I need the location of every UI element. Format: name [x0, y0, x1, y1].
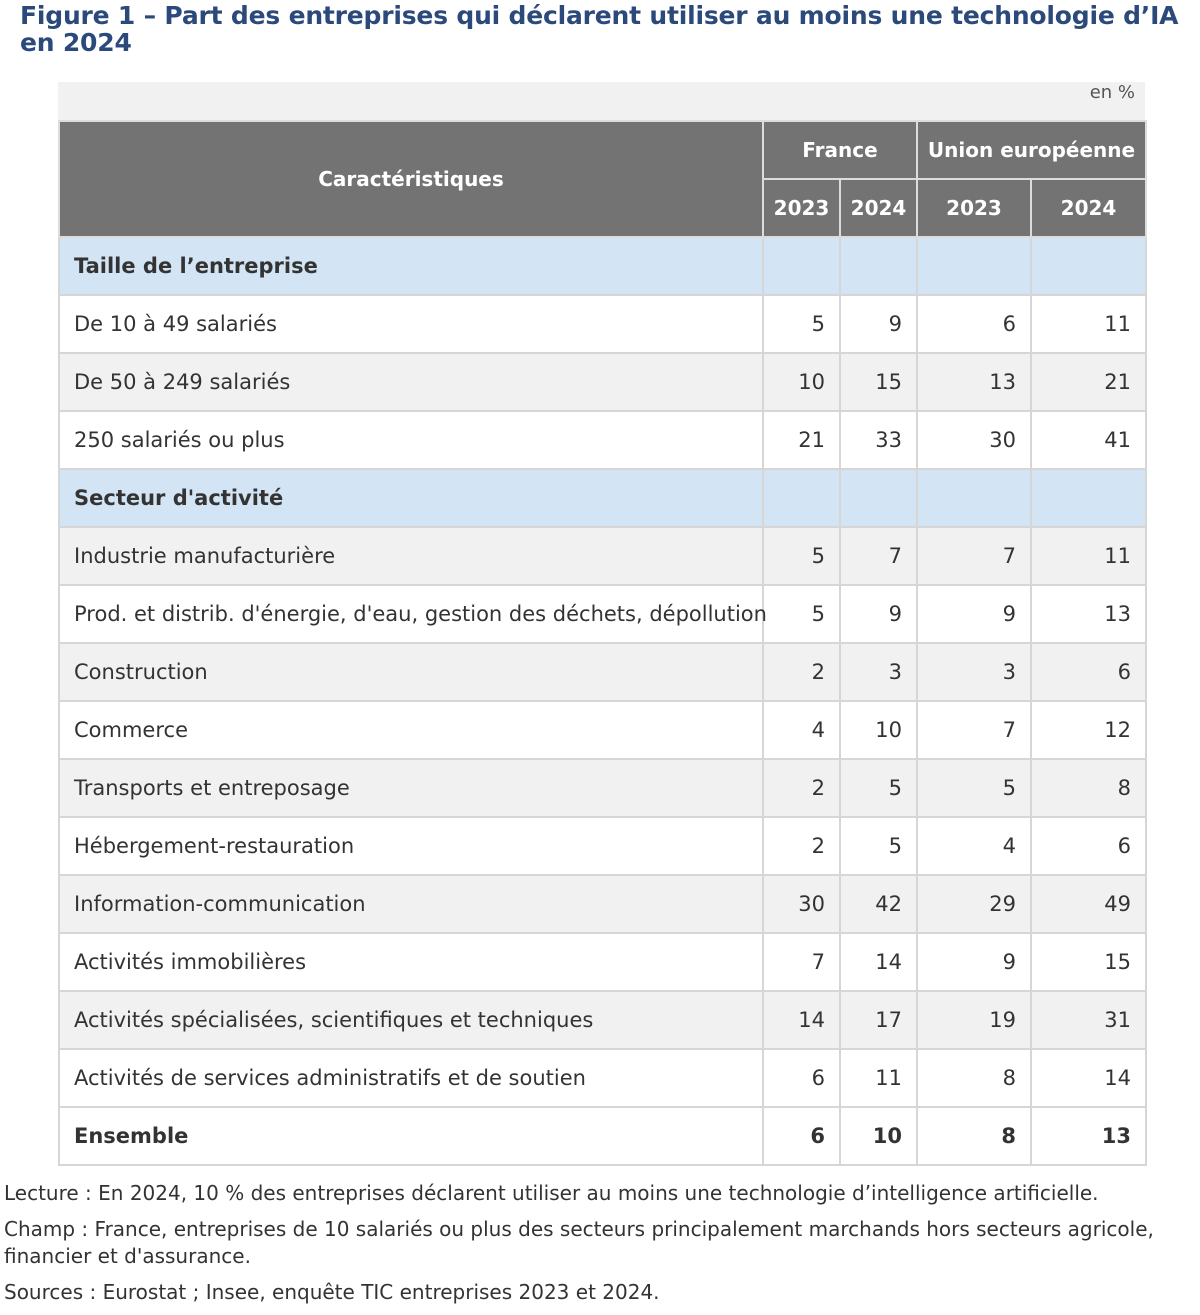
row-label: Commerce: [59, 701, 763, 759]
value-cell: 30: [763, 875, 840, 933]
data-table: [58, 120, 1147, 1166]
table-row: [59, 1049, 1146, 1107]
section-header-cell: [1031, 237, 1146, 295]
value-cell: 10: [840, 1107, 917, 1165]
value-cell: 21: [763, 411, 840, 469]
value-cell: 42: [840, 875, 917, 933]
table-row: [59, 759, 1146, 817]
value-cell: 31: [1031, 991, 1146, 1049]
value-cell: 5: [763, 527, 840, 585]
value-cell: 49: [1031, 875, 1146, 933]
value-cell: 9: [840, 295, 917, 353]
table-row: [59, 817, 1146, 875]
section-header-cell: [840, 469, 917, 527]
row-label: Hébergement-restauration: [59, 817, 763, 875]
row-label: Activités immobilières: [59, 933, 763, 991]
value-cell: 15: [1031, 933, 1146, 991]
table-row: [59, 643, 1146, 701]
value-cell: 9: [840, 585, 917, 643]
value-cell: 6: [917, 295, 1031, 353]
value-cell: 41: [1031, 411, 1146, 469]
table-row: [59, 411, 1146, 469]
value-cell: 3: [840, 643, 917, 701]
value-cell: 2: [763, 759, 840, 817]
header-year-france-2023: 2023: [763, 179, 840, 237]
value-cell: 7: [917, 527, 1031, 585]
section-header-label: Secteur d'activité: [59, 469, 763, 527]
value-cell: 3: [917, 643, 1031, 701]
value-cell: 2: [763, 817, 840, 875]
section-header-cell: [1031, 469, 1146, 527]
value-cell: 13: [1031, 585, 1146, 643]
value-cell: 2: [763, 643, 840, 701]
note-sources: Sources : Eurostat ; Insee, enquête TIC entreprises 2023 et 2024.: [4, 1280, 660, 1304]
table-row: [59, 933, 1146, 991]
value-cell: 11: [840, 1049, 917, 1107]
row-label: De 50 à 249 salariés: [59, 353, 763, 411]
header-characteristics: Caractéristiques: [59, 121, 763, 237]
row-label: Activités spécialisées, scientifiques et techniques: [59, 991, 763, 1049]
header-group-france: France: [763, 121, 917, 179]
value-cell: 10: [763, 353, 840, 411]
value-cell: 10: [840, 701, 917, 759]
value-cell: 9: [917, 585, 1031, 643]
header-year-france-2024: 2024: [840, 179, 917, 237]
value-cell: 33: [840, 411, 917, 469]
value-cell: 8: [917, 1107, 1031, 1165]
value-cell: 17: [840, 991, 917, 1049]
section-header-cell: [917, 237, 1031, 295]
section-header-row: [59, 469, 1146, 527]
value-cell: 9: [917, 933, 1031, 991]
table-row: [59, 991, 1146, 1049]
value-cell: 15: [840, 353, 917, 411]
section-header-cell: [763, 237, 840, 295]
figure-title: Figure 1 – Part des entreprises qui déclarent utiliser au moins une technologie d’IA en 2024: [20, 1, 1179, 57]
section-header-cell: [840, 237, 917, 295]
total-row: [59, 1107, 1146, 1165]
unit-bar: [58, 82, 1145, 120]
note-champ: Champ : France, entreprises de 10 salariés ou plus des secteurs principalement marchands hors secteurs agricole, financier et d'assurance.: [4, 1217, 1154, 1268]
value-cell: 8: [917, 1049, 1031, 1107]
value-cell: 12: [1031, 701, 1146, 759]
row-label: Activités de services administratifs et de soutien: [59, 1049, 763, 1107]
table-row: [59, 353, 1146, 411]
value-cell: 6: [1031, 817, 1146, 875]
value-cell: 6: [1031, 643, 1146, 701]
value-cell: 5: [763, 295, 840, 353]
notes: [4, 1180, 1196, 1315]
value-cell: 6: [763, 1107, 840, 1165]
row-label: Industrie manufacturière: [59, 527, 763, 585]
value-cell: 11: [1031, 295, 1146, 353]
table-row: [59, 527, 1146, 585]
value-cell: 5: [763, 585, 840, 643]
header-year-eu-2024: 2024: [1031, 179, 1146, 237]
value-cell: 19: [917, 991, 1031, 1049]
section-header-cell: [917, 469, 1031, 527]
header-year-eu-2023: 2023: [917, 179, 1031, 237]
row-label: Construction: [59, 643, 763, 701]
header-group-eu: Union européenne: [917, 121, 1146, 179]
value-cell: 5: [840, 759, 917, 817]
value-cell: 7: [763, 933, 840, 991]
value-cell: 5: [917, 759, 1031, 817]
value-cell: 5: [840, 817, 917, 875]
row-label: Ensemble: [59, 1107, 763, 1165]
note-lecture: Lecture : En 2024, 10 % des entreprises déclarent utiliser au moins une technologie d’intelligence artificielle.: [4, 1181, 1099, 1205]
value-cell: 21: [1031, 353, 1146, 411]
value-cell: 13: [917, 353, 1031, 411]
table-body: [59, 237, 1146, 1165]
value-cell: 6: [763, 1049, 840, 1107]
row-label: Information-communication: [59, 875, 763, 933]
section-header-row: [59, 237, 1146, 295]
value-cell: 4: [917, 817, 1031, 875]
table-row: [59, 875, 1146, 933]
value-cell: 14: [763, 991, 840, 1049]
value-cell: 7: [917, 701, 1031, 759]
unit-label: en %: [1089, 82, 1135, 103]
row-label: 250 salariés ou plus: [59, 411, 763, 469]
value-cell: 13: [1031, 1107, 1146, 1165]
value-cell: 8: [1031, 759, 1146, 817]
table-header: [59, 121, 1146, 237]
table-row: [59, 585, 1146, 643]
value-cell: 29: [917, 875, 1031, 933]
table-row: [59, 295, 1146, 353]
section-header-label: Taille de l’entreprise: [59, 237, 763, 295]
table-row: [59, 701, 1146, 759]
value-cell: 11: [1031, 527, 1146, 585]
row-label: Prod. et distrib. d'énergie, d'eau, gestion des déchets, dépollution: [59, 585, 763, 643]
value-cell: 30: [917, 411, 1031, 469]
row-label: Transports et entreposage: [59, 759, 763, 817]
value-cell: 14: [1031, 1049, 1146, 1107]
section-header-cell: [763, 469, 840, 527]
row-label: De 10 à 49 salariés: [59, 295, 763, 353]
value-cell: 7: [840, 527, 917, 585]
value-cell: 14: [840, 933, 917, 991]
value-cell: 4: [763, 701, 840, 759]
